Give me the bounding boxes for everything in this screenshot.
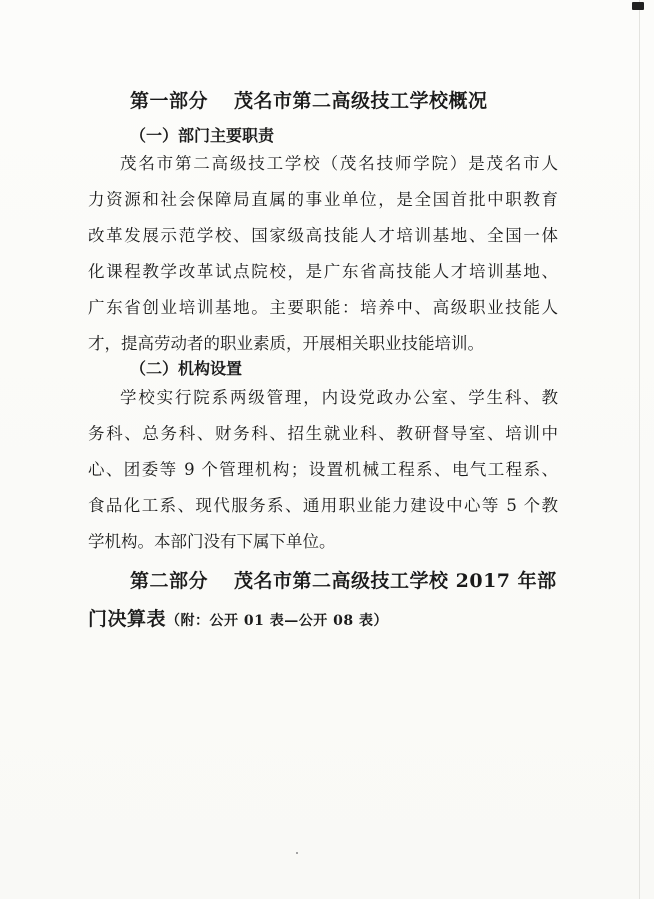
section1-line: 改革发展示范学校、国家级高技能人才培训基地、全国一体 xyxy=(88,226,558,245)
scan-corner-mark xyxy=(632,2,644,10)
part2-title-line2: 门决算表 xyxy=(88,608,167,630)
section2-paragraph xyxy=(88,380,558,560)
section1-line: 广东省创业培训基地。主要职能：培养中、高级职业技能人 xyxy=(88,298,558,317)
part2-note: （附：公开 01 表—公开 08 表） xyxy=(166,613,388,629)
section2-line: 心、团委等 9 个管理机构；设置机械工程系、电气工程系、 xyxy=(88,460,558,479)
part1-title: 茂名市第二高级技工学校概况 xyxy=(234,90,488,112)
section1-line: 才，提高劳动者的职业素质，开展相关职业技能培训。 xyxy=(88,334,484,353)
section2-line: 食品化工系、现代服务系、通用职业能力建设中心等 5 个教 xyxy=(88,496,558,515)
part2-heading-continued xyxy=(88,604,388,631)
part1-label: 第一部分 xyxy=(130,90,209,112)
section2-line: 学校实行院系两级管理，内设党政办公室、学生科、教 xyxy=(120,388,558,407)
section1-heading: （一）部门主要职责 xyxy=(130,126,275,145)
section2-line: 学机构。本部门没有下属下单位。 xyxy=(88,532,336,551)
section1-paragraph xyxy=(88,146,558,362)
part1-heading xyxy=(130,86,488,113)
part2-heading xyxy=(130,566,557,593)
section2-line: 务科、总务科、财务科、招生就业科、教研督导室、培训中 xyxy=(88,424,558,443)
scan-speck xyxy=(296,852,298,854)
section1-line: 茂名市第二高级技工学校（茂名技师学院）是茂名市人 xyxy=(120,154,558,173)
part2-title-line1: 茂名市第二高级技工学校 2017 年部 xyxy=(234,570,557,592)
section1-line: 化课程教学改革试点院校，是广东省高技能人才培训基地、 xyxy=(88,262,558,281)
part2-label: 第二部分 xyxy=(130,570,209,592)
scan-edge-line xyxy=(639,0,646,899)
section1-line: 力资源和社会保障局直属的事业单位，是全国首批中职教育 xyxy=(88,190,558,209)
section2-heading: （二）机构设置 xyxy=(130,359,243,378)
